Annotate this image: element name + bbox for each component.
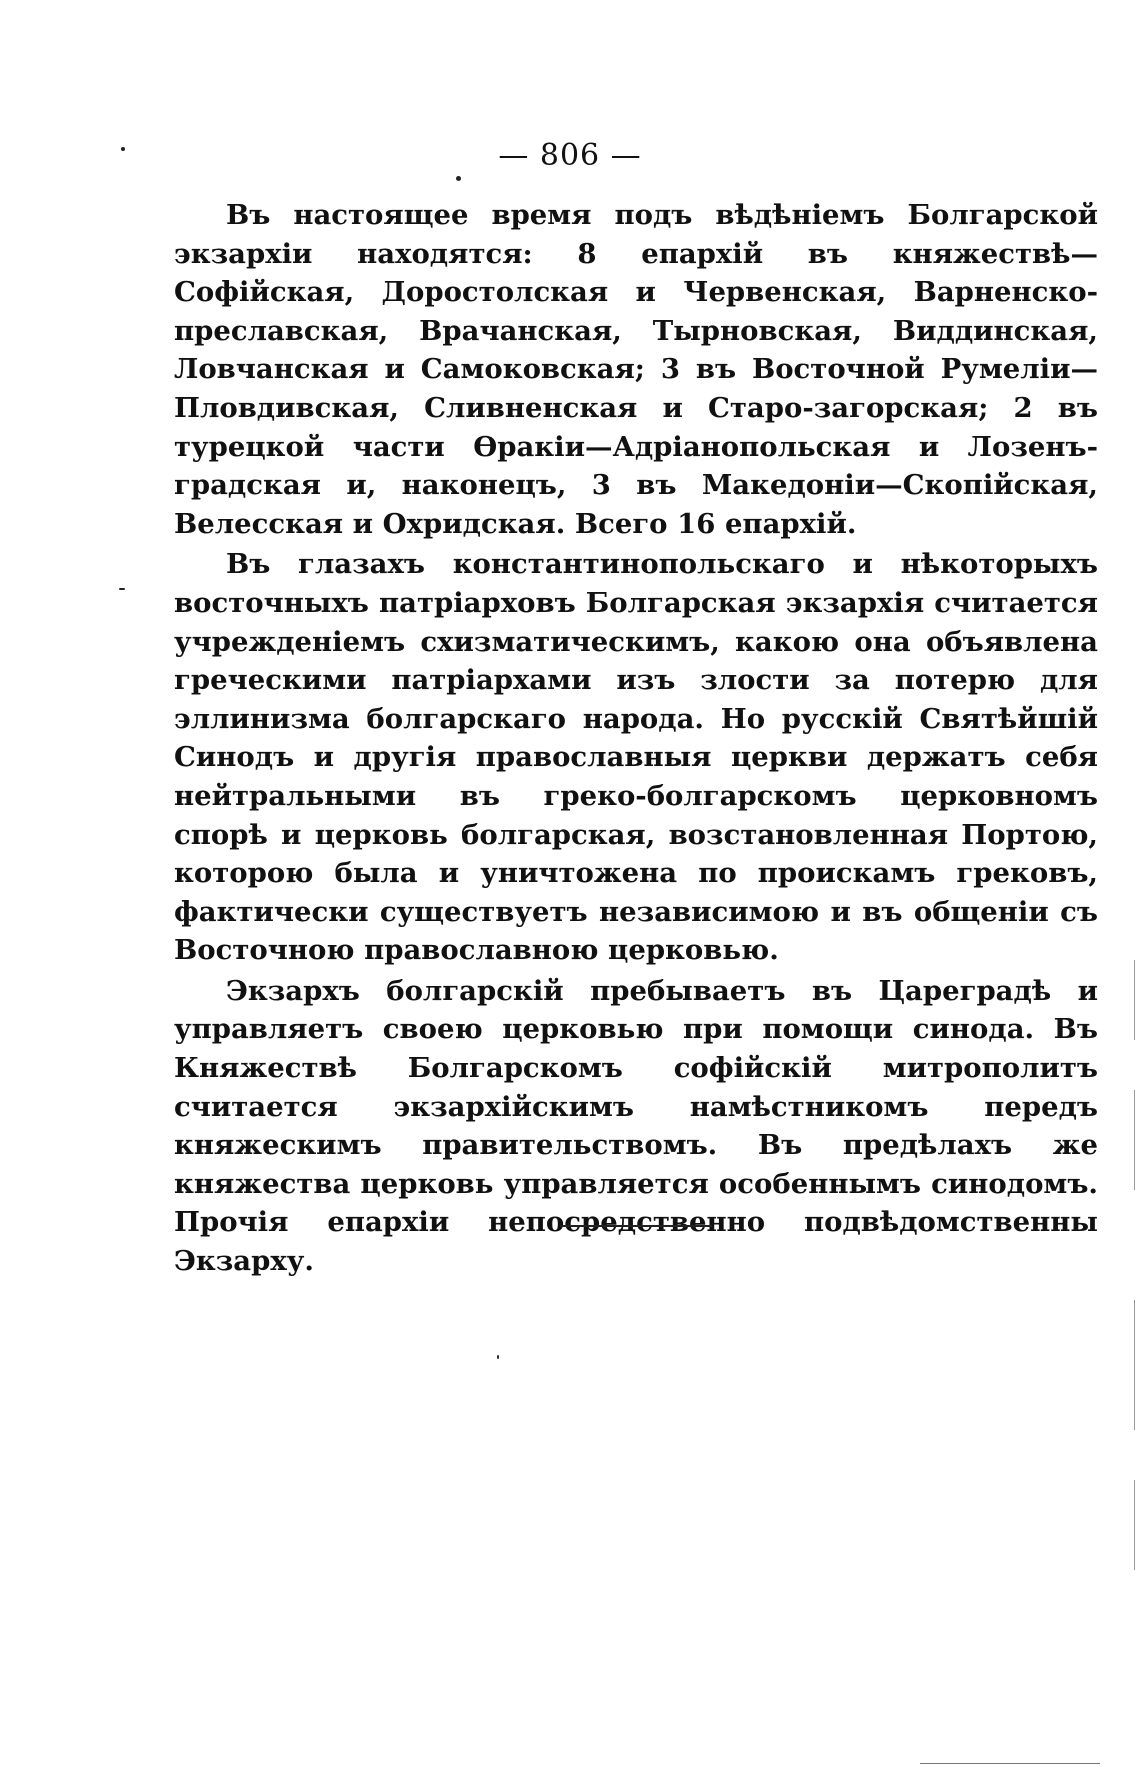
page-number: — 806 —: [498, 138, 642, 173]
scan-speck: [119, 588, 125, 590]
scan-edge-line: [1134, 960, 1135, 1040]
scan-edge-line: [1134, 1090, 1135, 1190]
scan-edge-line: [1134, 1300, 1135, 1430]
paragraph-schism: Въ глазахъ константинопольскаго и нѣкоторыхъ восточныхъ патріарховъ Болгарская экзархія считается учрежденіемъ схизматическимъ, какою она объявлена греческими патріархами изъ злости за потерю для эллинизма болгарскаго народа. Но русскій Святѣйшій Синодъ и другія православныя церкви держатъ себя нейтральными въ греко-болгарскомъ церковномъ спорѣ и церковь болгарская, возстановленная Портою, которою была и уничтожена по проискамъ грековъ, фактически существуетъ независимою и въ общеніи съ Восточною православною церковью.: [174, 548, 1098, 967]
scan-speck: [456, 176, 461, 181]
paragraph-dioceses: Въ настоящее время подъ вѣдѣніемъ Болгарской экзархіи находятся: 8 епархій въ княжествѣ—Софійская, Доростолская и Червенская, Варненско-преславская, Врачанская, Тырновская, Виддинская, Ловчанская и Самоковская; 3 въ Восточной Румеліи—Пловдивская, Сливненская и Старо-загорская; 2 въ турецкой части Ѳракіи—Адріанопольская и Лозенъ-градская и, наконецъ, 3 въ Македоніи—Скопійская, Велесская и Охридская. Всего 16 епархій.: [174, 199, 1098, 540]
paragraph-exarch: Экзархъ болгарскій пребываетъ въ Цареградѣ и управляетъ своею церковью при помощи синода. Въ Княжествѣ Болгарскомъ софійскій митрополитъ считается экзархійскимъ намѣстникомъ передъ княжескимъ правительствомъ. Въ предѣлахъ же княжества церковь управляется особеннымъ синодомъ. Прочія епархіи непосредственно подвѣдомственны Экзарху.: [174, 974, 1098, 1278]
end-rule: [560, 1225, 712, 1227]
body-text: [174, 196, 1098, 1283]
scan-speck: [497, 1355, 499, 1359]
scan-bottom-mark: [920, 1763, 1100, 1764]
scan-edge-line: [1134, 1480, 1135, 1570]
